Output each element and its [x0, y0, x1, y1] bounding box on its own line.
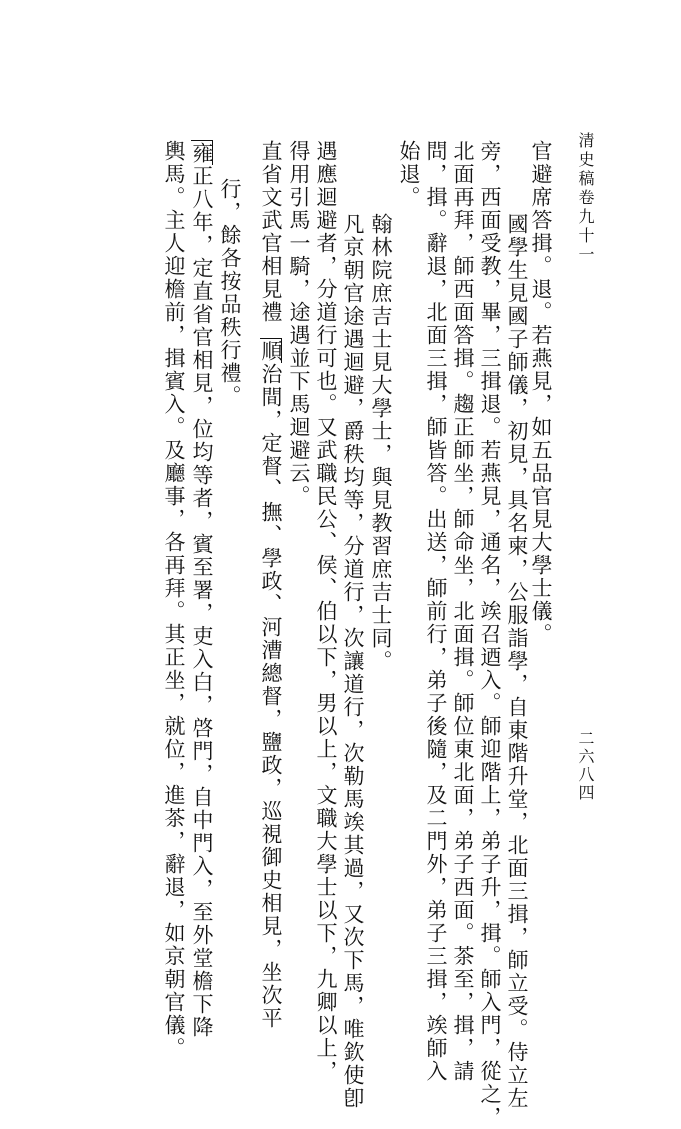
text-column: 得用引馬一騎，途遇並下馬迴避云。	[287, 140, 311, 508]
text-column: 輿馬。主人迎檐前，揖賓入。及廳事，各再拜。其正坐，就位，進茶，辭退，如京朝官儀。	[162, 140, 186, 1060]
text-column: 始退。	[397, 140, 421, 209]
text-column	[191, 140, 213, 1039]
reign-marker: 雍	[190, 142, 214, 165]
reign-marker: 順	[259, 340, 283, 363]
text-column: 官避席答揖。退。若燕見，如五品官見大學士儀。	[529, 140, 553, 646]
section-column	[260, 140, 282, 1030]
column-text: 正八年，定直省官相見，位均等者，賓至署，吏入白，啓門，自中門入，至外堂檐下降	[190, 165, 214, 1039]
page-number: 二六八四	[576, 730, 595, 802]
section-heading: 直省文武官相見禮	[259, 140, 283, 324]
text-column: 行，餘各按品秩行禮。	[218, 178, 242, 408]
running-title: 清史稿卷九十一	[576, 132, 595, 265]
text-column: 問，揖。辭退，北面三揖，師皆答。出送，師前行，弟子後隨，及二門外，弟子三揖，竢師入	[424, 140, 448, 1083]
text-column: 凡京朝官途遇迴避，爵秩均等，分道行，次讓道行，次勒馬竢其過，又次下馬，唯欽使卽	[341, 213, 365, 1110]
column-text: 治間，定督、撫、學政、河漕總督，鹽政，巡視御史相見，坐次平	[259, 363, 283, 1030]
text-column: 翰林院庶吉士見大學士，與見教習庶吉士同。	[369, 213, 393, 673]
text-column: 遇應迴避者，分道行可也。又武職民公、侯、伯以下，男以上，文職大學士以下，九卿以上，	[314, 140, 338, 1083]
text-column: 旁，西面受教，畢，三揖退。若燕見，通名，竢召迺入。師迎階上，弟子升，揖。師入門，從之，	[478, 140, 502, 1129]
text-column: 國學生見國子師儀，初見，具名柬，公服詣學，自東階升堂，北面三揖，師立受。侍立左	[505, 213, 529, 1110]
text-column: 北面再拜，師西面答揖。趨正師坐，師命坐，北面揖。師位東北面，弟子西面。茶至，揖，請	[451, 140, 475, 1083]
